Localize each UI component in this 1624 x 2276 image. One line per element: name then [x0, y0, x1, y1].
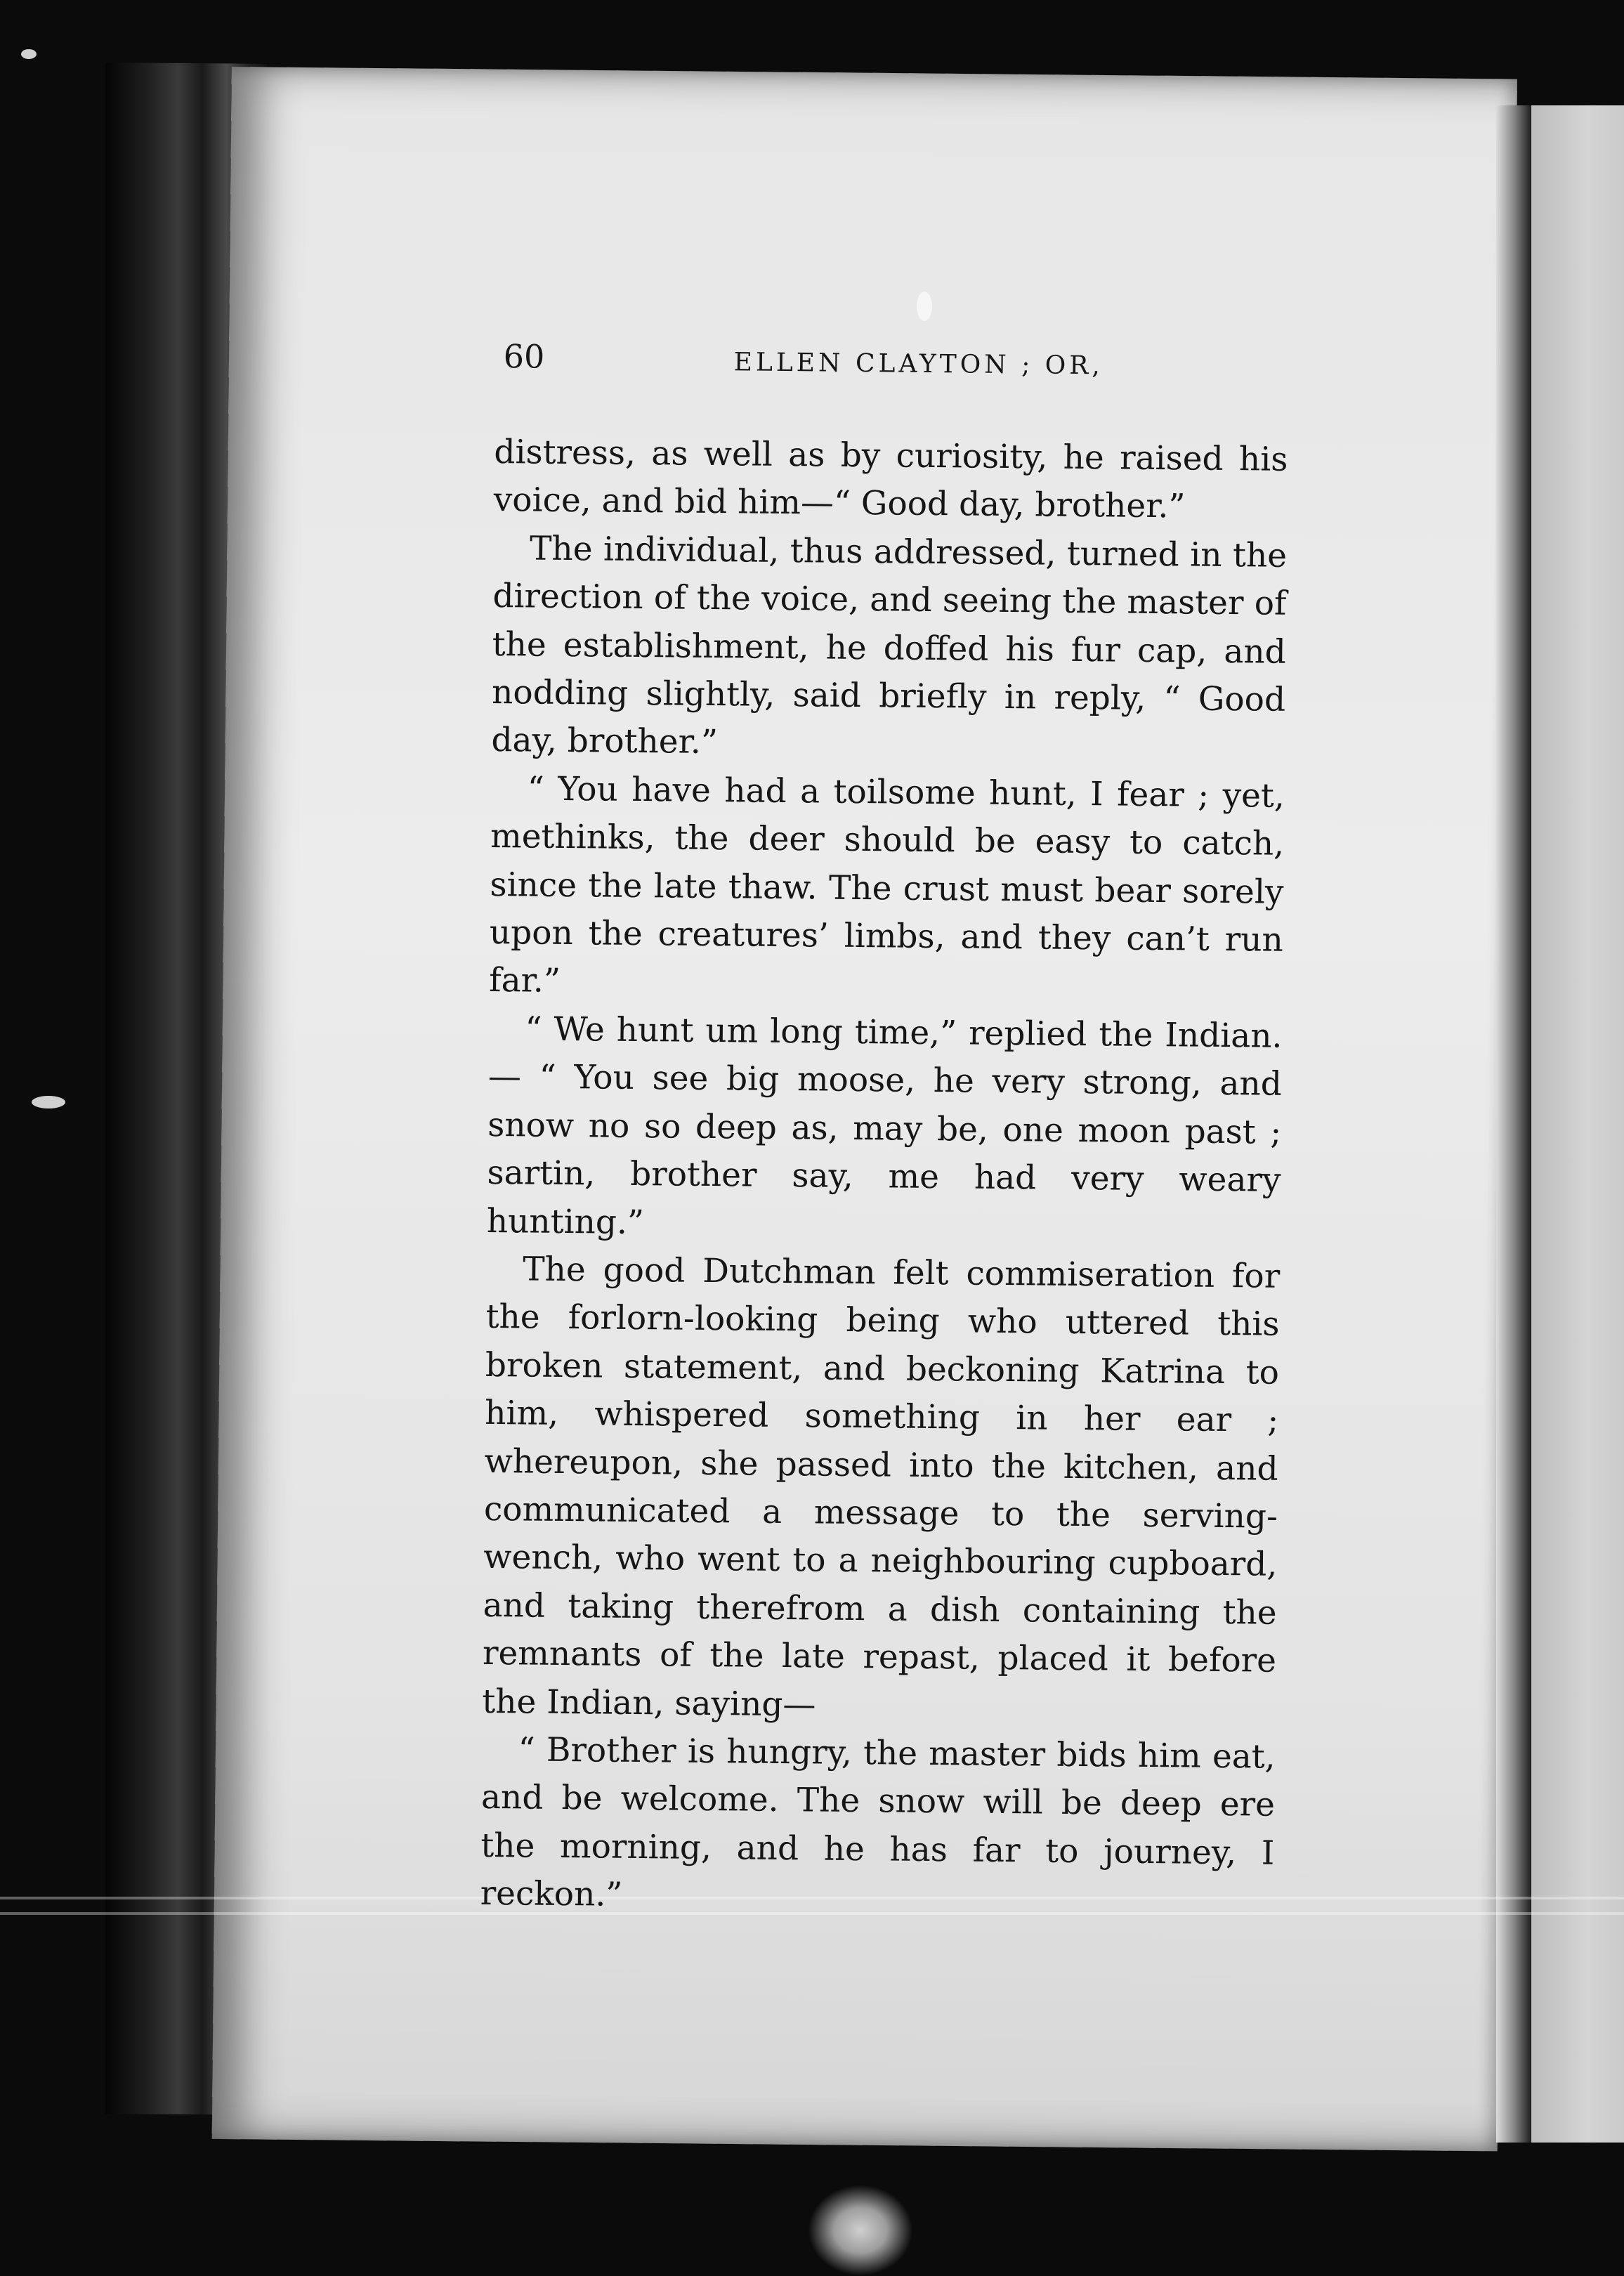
- page-gutter-edge: [1496, 105, 1531, 2143]
- paragraph: “ We hunt um long time,” replied the Indian.— “ You see big moose, he very strong, and snow no so deep as, may be, one moon past ; sartin, brother say, me had very weary hunting.”: [486, 1009, 1283, 1242]
- paragraph: The good Dutchman felt commiseration for the forlorn-looking being who uttered this broken statement, and beckoning Katrina to him, whispered something in her ear ; whereupon, she passed into the kitchen, and communicated a message to the serving-wench, who went to a neighbouring cupboard, and taking therefrom a dish containing the remnants of the late repast, placed it before the Indian, saying—: [482, 1250, 1281, 1725]
- paragraph: The individual, thus addressed, turned in the direction of the voice, and seeing the master of the establishment, he doffed his fur cap, and nodding slightly, said briefly in reply, “ Good day, brother.”: [491, 529, 1288, 762]
- dust-speck: [21, 49, 37, 59]
- paragraph: “ Brother is hungry, the master bids him eat, and be welcome. The snow will be deep ere the morning, and he has far to journey, I reckon.”: [480, 1730, 1276, 1915]
- page-text: [480, 337, 1289, 1925]
- page-number: 60: [503, 337, 545, 376]
- dust-speck: [917, 292, 932, 321]
- page-blot: [808, 2185, 913, 2276]
- paragraph: “ You have had a toilsome hunt, I fear ; yet, methinks, the deer should be easy to catch, since the late thaw. The crust must bear sorely upon the creatures’ limbs, and they can’t run far.”: [488, 769, 1285, 1001]
- paragraph: distress, as well as by curiosity, he raised his voice, and bid him—“ Good day, brother.”: [493, 432, 1288, 526]
- facing-page-edge: [1521, 105, 1624, 2143]
- dust-speck: [32, 1096, 65, 1108]
- running-title: ELLEN CLAYTON ; OR,: [733, 348, 1104, 381]
- running-head: [495, 337, 1289, 401]
